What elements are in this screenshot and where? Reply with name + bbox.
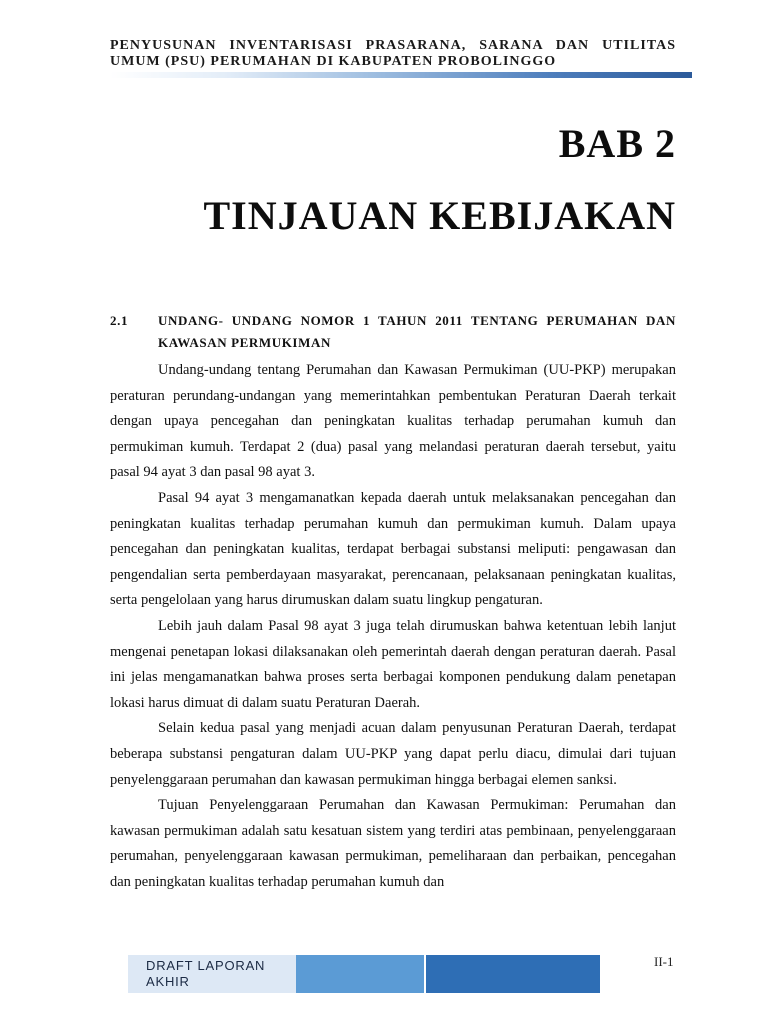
body-text — [110, 358, 676, 895]
page-number: II-1 — [654, 954, 674, 969]
section-number: 2.1 — [110, 313, 129, 328]
running-header — [110, 38, 676, 70]
footer-block-mid — [296, 955, 424, 993]
paragraph: Lebih jauh dalam Pasal 98 ayat 3 juga telah dirumuskan bahwa ketentuan lebih lanjut mengenai penetapan lokasi dilaksanakan oleh pemerintah daerah dengan peraturan daerah. Pasal ini jelas mengamanatkan bahwa proses serta berbagai komponen pendukung dalam penetapan lokasi harus dimuat di dalam suatu Peraturan Daerah. — [110, 617, 676, 711]
footer-band — [128, 955, 600, 993]
section-title: UNDANG- UNDANG NOMOR 1 TAHUN 2011 TENTANG PERUMAHAN DAN KAWASAN PERMUKIMAN — [158, 313, 676, 350]
section-heading — [110, 310, 676, 354]
header-gradient-bar — [110, 72, 692, 78]
chapter-title: TINJAUAN KEBIJAKAN — [203, 193, 676, 238]
header-line-2: UMUM (PSU) PERUMAHAN DI KABUPATEN PROBOLINGGO — [110, 54, 557, 69]
paragraph: Pasal 94 ayat 3 mengamanatkan kepada daerah untuk melaksanakan pencegahan dan peningkatan kualitas terhadap perumahan kumuh dan permukiman kumuh. Dalam upaya pencegahan dan peningkatan kualitas, terdapat berbagai substansi meliputi: pengawasan dan pengendalian serta pemberdayaan masyarakat, perencanaan, pelaksanaan peningkatan kualitas, serta pengelolaan yang harus dirumuskan dalam suatu lingkup pengaturan. — [110, 489, 676, 609]
chapter-number: BAB 2 — [558, 121, 676, 166]
footer-label: DRAFT LAPORAN AKHIR — [128, 955, 296, 993]
paragraph: Undang-undang tentang Perumahan dan Kawasan Permukiman (UU-PKP) merupakan peraturan perundang-undangan yang memerintahkan pembentukan Peraturan Daerah terkait dengan upaya pencegahan dan peningkatan kualitas terhadap perumahan kumuh dan permukiman kumuh. Terdapat 2 (dua) pasal yang melandasi peraturan daerah tersebut, yaitu pasal 94 ayat 3 dan pasal 98 ayat 3. — [110, 362, 676, 481]
paragraph: Selain kedua pasal yang menjadi acuan dalam penyusunan Peraturan Daerah, terdapat beberapa substansi pengaturan dalam UU-PKP yang dapat perlu diacu, dimulai dari tujuan penyelenggaraan perumahan dan kawasan permukiman hingga berbagai elemen sanksi. — [110, 720, 676, 788]
paragraph: Tujuan Penyelenggaraan Perumahan dan Kawasan Permukiman: Perumahan dan kawasan permukiman adalah satu kesatuan sistem yang terdiri atas pembinaan, penyelenggaraan perumahan, penyelenggaraan kawasan permukiman, pemeliharaan dan perbaikan, pencegahan dan peningkatan kualitas terhadap perumahan kumuh dan — [110, 797, 676, 890]
header-line-1: PENYUSUNAN INVENTARISASI PRASARANA, SARANA DAN UTILITAS — [110, 38, 676, 53]
footer-block-dark — [424, 955, 600, 993]
